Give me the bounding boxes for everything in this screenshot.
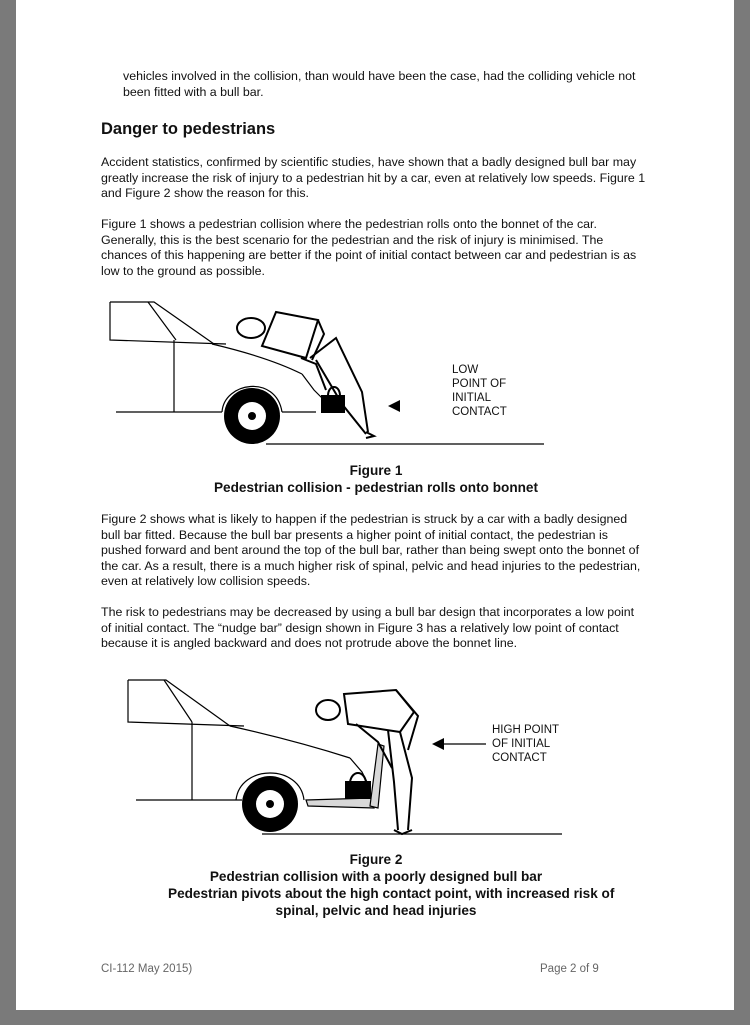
figure-2-illustration xyxy=(16,672,734,842)
figure-1-label: LOW POINT OF INITIAL CONTACT xyxy=(452,364,507,418)
document-page xyxy=(16,0,734,1010)
paragraph-1: Accident statistics, confirmed by scientific studies, have shown that a badly designed bull bar may greatly increase the risk of injury to a pedestrian hit by a car, even at relatively low speeds. Figure 1 and Figure 2 show the reason for this. xyxy=(101,155,646,201)
figure-2-label: HIGH POINT OF INITIAL CONTACT xyxy=(492,724,560,764)
figure-2-title: Pedestrian collision with a poorly designed bull bar xyxy=(209,869,543,884)
paragraph-2: Figure 1 shows a pedestrian collision where the pedestrian rolls onto the bonnet of the car. Generally, this is the best scenario for the pedestrian and the risk of injury is minimised. The chances of this happening are better if the point of initial contact between car and pedestrian is as low to the ground as possible. xyxy=(101,217,637,278)
footer-page-number: Page 2 of 9 xyxy=(540,963,599,975)
paragraph-4: The risk to pedestrians may be decreased by using a bull bar design that incorporates a low point of initial contact. The “nudge bar” design shown in Figure 3 has a relatively low point of contact because it is angled backward and does not protrude above the bonnet line. xyxy=(101,605,635,651)
intro-text: vehicles involved in the collision, than would have been the case, had the colliding vehicle not been fitted with a bull bar. xyxy=(123,69,636,99)
figure-1-illustration xyxy=(16,292,734,452)
footer-document-code: CI-112 May 2015) xyxy=(101,963,193,975)
figure-2-caption-line-2: Pedestrian pivots about the high contact point, with increased risk of xyxy=(168,886,615,901)
figure-2-number: Figure 2 xyxy=(349,852,403,867)
figure-2-caption-line-3: spinal, pelvic and head injuries xyxy=(275,903,477,918)
figure-1-number: Figure 1 xyxy=(349,463,403,478)
paragraph-3: Figure 2 shows what is likely to happen if the pedestrian is struck by a car with a badly designed bull bar fitted. Because the bull bar presents a higher point of initial contact, the pedestrian is pushed forward and bent around the top of the bull bar, rather than being swept onto the bonnet of the car. As a result, there is a much higher risk of spinal, pelvic and head injuries to the pedestrian, even at relatively low collision speeds. xyxy=(101,512,641,589)
section-heading: Danger to pedestrians xyxy=(101,120,276,138)
figure-1-title: Pedestrian collision - pedestrian rolls onto bonnet xyxy=(213,480,539,495)
